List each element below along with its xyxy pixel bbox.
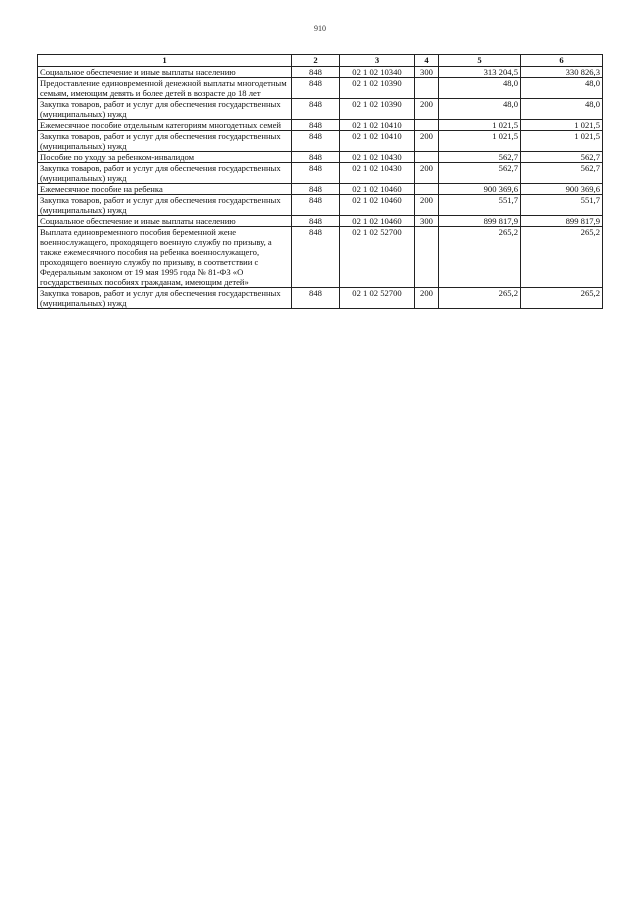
row-name: Выплата единовременного пособия беременной жене военнослужащего, проходящего военную службу по призыву, а также ежемесячного пособия на ребенка военнослужащего, проходящего военную службу по призыву, в соответствии с Федеральным законом от 19 мая 1995 года № 81-ФЗ «О государственных пособиях гражданам, имеющим детей» — [38, 227, 292, 288]
table-row — [38, 163, 603, 184]
table-row — [38, 131, 603, 152]
row-value-year-2: 330 826,3 — [521, 67, 603, 78]
row-expense-type — [415, 152, 439, 163]
table-row — [38, 152, 603, 163]
row-value-year-2: 562,7 — [521, 152, 603, 163]
row-code: 848 — [292, 288, 340, 309]
row-target-article: 02 1 02 10410 — [340, 131, 415, 152]
row-value-year-2: 1 021,5 — [521, 120, 603, 131]
row-value-year-1: 562,7 — [439, 152, 521, 163]
row-expense-type — [415, 120, 439, 131]
row-name: Социальное обеспечение и иные выплаты населению — [38, 216, 292, 227]
row-name: Пособие по уходу за ребенком-инвалидом — [38, 152, 292, 163]
row-value-year-1: 900 369,6 — [439, 184, 521, 195]
row-target-article: 02 1 02 10340 — [340, 67, 415, 78]
row-target-article: 02 1 02 10390 — [340, 99, 415, 120]
row-value-year-1: 265,2 — [439, 288, 521, 309]
row-value-year-1: 1 021,5 — [439, 120, 521, 131]
row-code: 848 — [292, 78, 340, 99]
row-value-year-1: 265,2 — [439, 227, 521, 288]
row-value-year-2: 48,0 — [521, 78, 603, 99]
table-row — [38, 99, 603, 120]
table-header-row — [38, 55, 603, 67]
row-expense-type: 300 — [415, 216, 439, 227]
row-target-article: 02 1 02 10460 — [340, 216, 415, 227]
row-target-article: 02 1 02 10410 — [340, 120, 415, 131]
row-name: Закупка товаров, работ и услуг для обеспечения государственных (муниципальных) нужд — [38, 99, 292, 120]
table-row — [38, 120, 603, 131]
table-row — [38, 195, 603, 216]
row-value-year-1: 562,7 — [439, 163, 521, 184]
row-target-article: 02 1 02 10460 — [340, 184, 415, 195]
row-code: 848 — [292, 195, 340, 216]
column-header: 3 — [340, 55, 415, 67]
row-target-article: 02 1 02 52700 — [340, 288, 415, 309]
row-code: 848 — [292, 152, 340, 163]
row-code: 848 — [292, 99, 340, 120]
row-name: Закупка товаров, работ и услуг для обеспечения государственных (муниципальных) нужд — [38, 131, 292, 152]
row-value-year-2: 265,2 — [521, 288, 603, 309]
row-value-year-1: 1 021,5 — [439, 131, 521, 152]
row-expense-type: 200 — [415, 288, 439, 309]
column-header: 2 — [292, 55, 340, 67]
row-code: 848 — [292, 216, 340, 227]
row-code: 848 — [292, 120, 340, 131]
row-expense-type: 200 — [415, 195, 439, 216]
row-name: Предоставление единовременной денежной выплаты многодетным семьям, имеющим девять и более детей в возрасте до 18 лет — [38, 78, 292, 99]
row-target-article: 02 1 02 10390 — [340, 78, 415, 99]
row-code: 848 — [292, 227, 340, 288]
row-value-year-2: 551,7 — [521, 195, 603, 216]
column-header: 4 — [415, 55, 439, 67]
row-value-year-2: 562,7 — [521, 163, 603, 184]
row-code: 848 — [292, 131, 340, 152]
row-value-year-1: 48,0 — [439, 78, 521, 99]
row-target-article: 02 1 02 10460 — [340, 195, 415, 216]
row-code: 848 — [292, 67, 340, 78]
table-row — [38, 288, 603, 309]
row-value-year-2: 1 021,5 — [521, 131, 603, 152]
budget-table — [37, 54, 603, 309]
row-value-year-1: 48,0 — [439, 99, 521, 120]
table-row — [38, 227, 603, 288]
table-row — [38, 67, 603, 78]
row-value-year-1: 899 817,9 — [439, 216, 521, 227]
row-value-year-1: 313 204,5 — [439, 67, 521, 78]
row-target-article: 02 1 02 10430 — [340, 152, 415, 163]
row-name: Закупка товаров, работ и услуг для обеспечения государственных (муниципальных) нужд — [38, 163, 292, 184]
column-header: 5 — [439, 55, 521, 67]
row-name: Социальное обеспечение и иные выплаты населению — [38, 67, 292, 78]
row-expense-type: 200 — [415, 163, 439, 184]
row-expense-type: 300 — [415, 67, 439, 78]
row-target-article: 02 1 02 10430 — [340, 163, 415, 184]
row-name: Ежемесячное пособие отдельным категориям многодетных семей — [38, 120, 292, 131]
table-row — [38, 216, 603, 227]
row-value-year-1: 551,7 — [439, 195, 521, 216]
row-value-year-2: 899 817,9 — [521, 216, 603, 227]
row-target-article: 02 1 02 52700 — [340, 227, 415, 288]
table-body — [38, 67, 603, 309]
table-row — [38, 184, 603, 195]
page-number: 910 — [314, 24, 326, 33]
table-row — [38, 78, 603, 99]
row-value-year-2: 900 369,6 — [521, 184, 603, 195]
row-expense-type: 200 — [415, 131, 439, 152]
row-name: Закупка товаров, работ и услуг для обеспечения государственных (муниципальных) нужд — [38, 288, 292, 309]
row-value-year-2: 48,0 — [521, 99, 603, 120]
column-header: 6 — [521, 55, 603, 67]
row-code: 848 — [292, 184, 340, 195]
row-expense-type — [415, 184, 439, 195]
row-expense-type: 200 — [415, 99, 439, 120]
column-header: 1 — [38, 55, 292, 67]
row-name: Закупка товаров, работ и услуг для обеспечения государственных (муниципальных) нужд — [38, 195, 292, 216]
row-name: Ежемесячное пособие на ребенка — [38, 184, 292, 195]
row-expense-type — [415, 227, 439, 288]
row-code: 848 — [292, 163, 340, 184]
row-expense-type — [415, 78, 439, 99]
row-value-year-2: 265,2 — [521, 227, 603, 288]
